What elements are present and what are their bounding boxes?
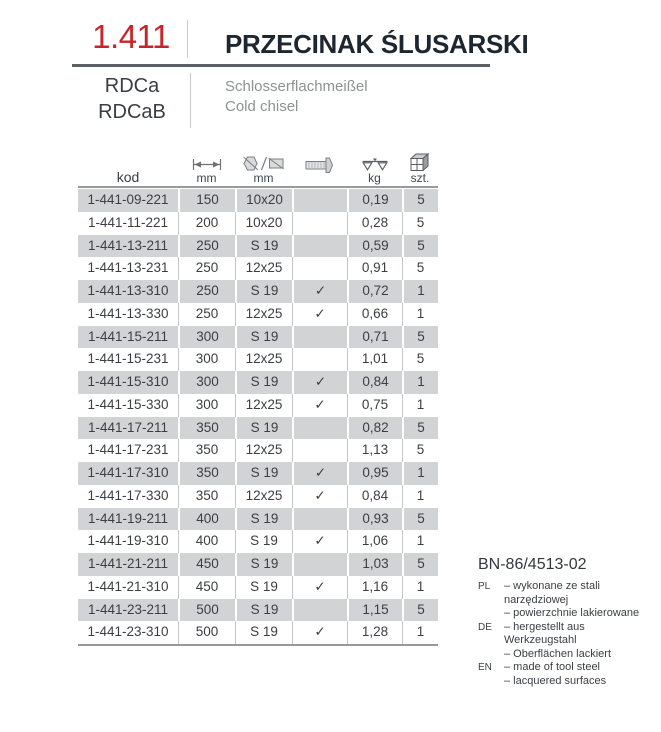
- cell-length: 350: [178, 417, 235, 440]
- table-row: [78, 553, 438, 576]
- cell-qty: 5: [402, 212, 438, 235]
- cell-length: 250: [178, 303, 235, 326]
- cell-section: 12x25: [235, 394, 292, 417]
- cell-section: 10x20: [235, 189, 292, 212]
- length-unit-label: mm: [196, 171, 217, 185]
- table-body: [78, 189, 438, 644]
- cell-lacquered: ✓: [292, 621, 347, 644]
- header-divider: [187, 20, 188, 58]
- cell-length: 150: [178, 189, 235, 212]
- header-rule: [72, 64, 490, 67]
- model-code-rdcab: RDCaB: [98, 101, 166, 123]
- table-row: [78, 348, 438, 371]
- cell-code: 1-441-17-310: [87, 465, 169, 480]
- cell-length: 250: [178, 257, 235, 280]
- column-header-code: [78, 141, 178, 185]
- cell-section: S 19: [235, 235, 292, 258]
- lang-label-pl: PL: [478, 581, 491, 592]
- cell-qty: 5: [402, 257, 438, 280]
- table-row: [78, 439, 438, 462]
- cell-weight: 1,16: [347, 576, 402, 599]
- subtitle-english: Cold chisel: [225, 98, 299, 115]
- cell-weight: 1,15: [347, 599, 402, 622]
- package-cube-icon: [410, 153, 430, 171]
- cell-lacquered: [292, 326, 347, 349]
- cell-weight: 1,13: [347, 439, 402, 462]
- table-header: [78, 141, 438, 185]
- cell-length: 500: [178, 621, 235, 644]
- table-row: [78, 280, 438, 303]
- cell-section: S 19: [235, 530, 292, 553]
- note-line: – made of tool steel: [504, 661, 601, 673]
- cell-weight: 0,71: [347, 326, 402, 349]
- cell-weight: 0,59: [347, 235, 402, 258]
- cell-length: 300: [178, 348, 235, 371]
- cell-lacquered: ✓: [292, 530, 347, 553]
- cell-lacquered: [292, 348, 347, 371]
- cell-lacquered: ✓: [292, 371, 347, 394]
- cell-weight: 0,72: [347, 280, 402, 303]
- code-header-label: kod: [116, 169, 140, 185]
- table-row: [78, 326, 438, 349]
- cell-section: S 19: [235, 576, 292, 599]
- column-header-weight: [347, 141, 402, 185]
- cell-qty: 1: [402, 394, 438, 417]
- cell-lacquered: [292, 189, 347, 212]
- cell-code: 1-441-19-310: [87, 533, 169, 549]
- subtitle-german: Schlosserflachmeißel: [225, 78, 368, 95]
- cell-qty: 1: [402, 371, 438, 394]
- table-bottom-rule: [78, 644, 438, 646]
- product-table: [78, 189, 438, 644]
- cell-code: 1-441-13-330: [87, 305, 169, 321]
- cell-qty: 5: [402, 235, 438, 258]
- weight-unit-label: kg: [368, 171, 381, 185]
- table-row: [78, 235, 438, 258]
- cell-code: 1-441-23-310: [87, 624, 169, 640]
- cell-lacquered: [292, 235, 347, 258]
- cell-length: 300: [178, 371, 235, 394]
- cell-lacquered: ✓: [292, 394, 347, 417]
- cell-length: 400: [178, 508, 235, 531]
- cell-length: 350: [178, 439, 235, 462]
- cell-code: 1-441-13-231: [87, 260, 169, 276]
- section-unit-label: mm: [253, 171, 274, 185]
- table-row: [78, 462, 438, 485]
- cell-length: 200: [178, 212, 235, 235]
- note-line: – wykonane ze stali narzędziowej: [504, 580, 600, 606]
- cell-section: 12x25: [235, 485, 292, 508]
- cell-section: 10x20: [235, 212, 292, 235]
- cell-length: 250: [178, 235, 235, 258]
- cell-length: 300: [178, 326, 235, 349]
- cell-section: S 19: [235, 326, 292, 349]
- cell-section: 12x25: [235, 348, 292, 371]
- model-codes: [76, 73, 188, 125]
- cell-lacquered: [292, 417, 347, 440]
- table-top-rule: [78, 186, 438, 188]
- table-row: [78, 212, 438, 235]
- cell-lacquered: ✓: [292, 462, 347, 485]
- lang-label-de: DE: [478, 621, 492, 633]
- chisel-guard-icon: [305, 157, 335, 173]
- standard-note: [478, 556, 660, 688]
- column-header-length: [178, 141, 235, 185]
- cell-code: 1-441-13-211: [87, 237, 169, 253]
- cell-length: 400: [178, 530, 235, 553]
- cell-qty: 5: [402, 348, 438, 371]
- cell-code: 1-441-11-221: [87, 214, 169, 230]
- cell-section: 12x25: [235, 303, 292, 326]
- cell-section: 12x25: [235, 257, 292, 280]
- cell-qty: 5: [402, 417, 438, 440]
- note-line: – hergestellt aus Werkzeugstahl: [504, 620, 585, 646]
- note-item-de: [478, 621, 660, 662]
- cell-lacquered: ✓: [292, 303, 347, 326]
- cell-weight: 0,93: [347, 508, 402, 531]
- cell-code: 1-441-15-231: [87, 351, 169, 367]
- length-icon: [192, 158, 222, 171]
- cell-lacquered: ✓: [292, 576, 347, 599]
- table-row: [78, 576, 438, 599]
- cell-qty: 1: [402, 576, 438, 599]
- cell-section: S 19: [235, 599, 292, 622]
- cell-lacquered: [292, 508, 347, 531]
- cell-qty: 5: [402, 508, 438, 531]
- cell-code: 1-441-13-310: [87, 283, 169, 298]
- cell-section: S 19: [235, 417, 292, 440]
- subheader-divider: [190, 73, 191, 128]
- cell-code: 1-441-15-310: [87, 374, 169, 389]
- cell-qty: 5: [402, 553, 438, 576]
- cell-weight: 0,75: [347, 394, 402, 417]
- cell-code: 1-441-15-211: [87, 328, 169, 344]
- cell-code: 1-441-15-330: [87, 396, 169, 412]
- cell-code: 1-441-21-211: [87, 556, 169, 571]
- table-row: [78, 530, 438, 553]
- note-lines-pl: [504, 580, 660, 621]
- note-line: – lacquered surfaces: [504, 674, 607, 687]
- table-row: [78, 485, 438, 508]
- cell-code: 1-441-19-211: [87, 510, 169, 526]
- table-row: [78, 417, 438, 440]
- cell-code: 1-441-17-211: [87, 419, 169, 435]
- column-header-qty: [402, 141, 438, 185]
- table-row: [78, 621, 438, 644]
- cell-code: 1-441-17-330: [87, 487, 169, 503]
- cell-lacquered: ✓: [292, 280, 347, 303]
- column-header-lacquered: [292, 141, 347, 185]
- cell-code: 1-441-09-221: [87, 192, 169, 207]
- cell-lacquered: [292, 553, 347, 576]
- cell-qty: 1: [402, 621, 438, 644]
- cell-weight: 0,28: [347, 212, 402, 235]
- cell-section: S 19: [235, 371, 292, 394]
- cell-code: 1-441-17-231: [87, 442, 169, 458]
- cell-weight: 1,03: [347, 553, 402, 576]
- note-line: – Oberflächen lackiert: [504, 647, 611, 660]
- scales-icon: [362, 158, 388, 171]
- page-title: PRZECINAK ŚLUSARSKI: [225, 29, 529, 59]
- cell-weight: 0,84: [347, 371, 402, 394]
- cross-section-icon: [243, 156, 284, 171]
- cell-weight: 1,28: [347, 621, 402, 644]
- cell-section: S 19: [235, 462, 292, 485]
- product-subtitles: [225, 77, 368, 117]
- note-item-pl: [478, 580, 660, 621]
- cell-lacquered: [292, 257, 347, 280]
- section-number: 1.411: [92, 18, 170, 55]
- cell-lacquered: [292, 599, 347, 622]
- cell-qty: 1: [402, 280, 438, 303]
- table-row: [78, 508, 438, 531]
- cell-length: 350: [178, 462, 235, 485]
- table-row: [78, 599, 438, 622]
- column-header-section: [235, 141, 292, 185]
- note-lines-en: [504, 661, 606, 688]
- cell-section: S 19: [235, 553, 292, 576]
- cell-weight: 0,95: [347, 462, 402, 485]
- cell-weight: 0,66: [347, 303, 402, 326]
- spec-table: [78, 189, 438, 644]
- cell-weight: 0,91: [347, 257, 402, 280]
- table-row: [78, 394, 438, 417]
- cell-length: 350: [178, 485, 235, 508]
- cell-length: 300: [178, 394, 235, 417]
- cell-qty: 5: [402, 189, 438, 212]
- qty-unit-label: szt.: [410, 171, 430, 185]
- cell-qty: 5: [402, 439, 438, 462]
- cell-code: 1-441-21-310: [87, 578, 169, 594]
- cell-length: 450: [178, 553, 235, 576]
- cell-qty: 1: [402, 462, 438, 485]
- cell-qty: 1: [402, 530, 438, 553]
- cell-length: 450: [178, 576, 235, 599]
- cell-lacquered: ✓: [292, 485, 347, 508]
- cell-weight: 0,82: [347, 417, 402, 440]
- note-lines-de: [504, 621, 660, 662]
- cell-weight: 0,84: [347, 485, 402, 508]
- model-code-rdca: RDCa: [104, 75, 160, 97]
- table-row: [78, 257, 438, 280]
- cell-section: S 19: [235, 280, 292, 303]
- cell-length: 250: [178, 280, 235, 303]
- cell-section: S 19: [235, 508, 292, 531]
- cell-section: S 19: [235, 621, 292, 644]
- table-row: [78, 189, 438, 212]
- lang-label-en: EN: [478, 662, 492, 673]
- cell-lacquered: [292, 439, 347, 462]
- cell-qty: 5: [402, 326, 438, 349]
- cell-weight: 1,06: [347, 530, 402, 553]
- note-line: – powierzchnie lakierowane: [504, 607, 640, 619]
- cell-section: 12x25: [235, 439, 292, 462]
- table-row: [78, 371, 438, 394]
- cell-code: 1-441-23-211: [87, 601, 169, 617]
- standard-number: BN-86/4513-02: [478, 556, 587, 573]
- cell-lacquered: [292, 212, 347, 235]
- cell-qty: 5: [402, 599, 438, 622]
- cell-weight: 0,19: [347, 189, 402, 212]
- cell-qty: 1: [402, 485, 438, 508]
- table-row: [78, 303, 438, 326]
- cell-length: 500: [178, 599, 235, 622]
- cell-weight: 1,01: [347, 348, 402, 371]
- note-item-en: [478, 661, 660, 688]
- cell-qty: 1: [402, 303, 438, 326]
